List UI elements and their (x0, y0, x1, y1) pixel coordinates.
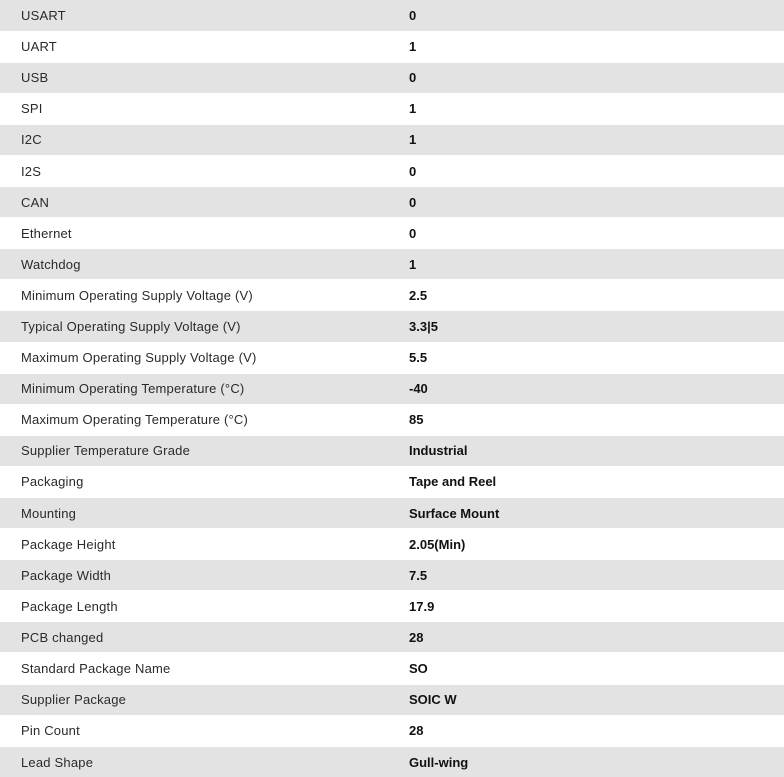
spec-label: Package Height (0, 529, 388, 560)
spec-value: 7.5 (388, 560, 784, 591)
spec-row-pin-count (0, 715, 784, 746)
spec-row-temperature-grade (0, 435, 784, 466)
spec-label: Package Width (0, 560, 388, 591)
spec-value: 28 (388, 715, 784, 746)
spec-label: Maximum Operating Temperature (°C) (0, 404, 388, 435)
spec-row-usb (0, 62, 784, 93)
spec-row-package-width (0, 560, 784, 591)
spec-label: Typical Operating Supply Voltage (V) (0, 311, 388, 342)
spec-label: Package Length (0, 591, 388, 622)
spec-row-i2c (0, 124, 784, 155)
spec-value: 1 (388, 124, 784, 155)
spec-row-ethernet (0, 218, 784, 249)
spec-label: USB (0, 62, 388, 93)
spec-row-spi (0, 93, 784, 124)
spec-value: Gull-wing (388, 746, 784, 777)
spec-row-standard-package-name (0, 653, 784, 684)
spec-value: 0 (388, 218, 784, 249)
spec-value: 0 (388, 187, 784, 218)
spec-value: Surface Mount (388, 498, 784, 529)
spec-row-packaging (0, 466, 784, 497)
spec-value: SOIC W (388, 684, 784, 715)
spec-label: PCB changed (0, 622, 388, 653)
spec-label: Watchdog (0, 249, 388, 280)
spec-label: Mounting (0, 498, 388, 529)
spec-value: 3.3|5 (388, 311, 784, 342)
spec-label: Minimum Operating Temperature (°C) (0, 373, 388, 404)
spec-label: Maximum Operating Supply Voltage (V) (0, 342, 388, 373)
spec-label: Supplier Temperature Grade (0, 435, 388, 466)
spec-label: Ethernet (0, 218, 388, 249)
spec-label: CAN (0, 187, 388, 218)
spec-label: Lead Shape (0, 746, 388, 777)
spec-value: 1 (388, 31, 784, 62)
spec-label: USART (21, 7, 66, 23)
spec-row-max-supply-voltage (0, 342, 784, 373)
spec-label: SPI (0, 93, 388, 124)
spec-row-supplier-package (0, 684, 784, 715)
spec-row-max-temperature (0, 404, 784, 435)
spec-value: 17.9 (388, 591, 784, 622)
spec-row-pcb-changed (0, 622, 784, 653)
spec-row-mounting (0, 498, 784, 529)
spec-label: I2S (0, 155, 388, 186)
spec-value: 85 (388, 404, 784, 435)
spec-value: 2.5 (388, 280, 784, 311)
spec-value: 2.05(Min) (388, 529, 784, 560)
spec-value: Tape and Reel (388, 466, 784, 497)
spec-row-typ-supply-voltage (0, 311, 784, 342)
spec-label: I2C (0, 124, 388, 155)
spec-value: 5.5 (388, 342, 784, 373)
spec-row-min-temperature (0, 373, 784, 404)
spec-row-uart (0, 31, 784, 62)
spec-row-can (0, 187, 784, 218)
spec-value: 1 (388, 93, 784, 124)
spec-label: Pin Count (0, 715, 388, 746)
spec-label: Supplier Package (0, 684, 388, 715)
spec-value: Industrial (388, 435, 784, 466)
spec-row-min-supply-voltage (0, 280, 784, 311)
spec-value: 1 (388, 249, 784, 280)
spec-label: UART (0, 31, 388, 62)
spec-label: Packaging (0, 466, 388, 497)
spec-value: -40 (388, 373, 784, 404)
spec-row-package-height (0, 529, 784, 560)
spec-value: SO (388, 653, 784, 684)
spec-value: 0 (409, 7, 417, 23)
spec-row-package-length (0, 591, 784, 622)
spec-label: Standard Package Name (0, 653, 388, 684)
spec-row-i2s (0, 155, 784, 186)
spec-value: 0 (388, 155, 784, 186)
spec-label: Minimum Operating Supply Voltage (V) (0, 280, 388, 311)
spec-row-usart (0, 0, 784, 31)
spec-row-watchdog (0, 249, 784, 280)
spec-row-lead-shape (0, 746, 784, 777)
spec-value: 0 (388, 62, 784, 93)
spec-value: 28 (388, 622, 784, 653)
